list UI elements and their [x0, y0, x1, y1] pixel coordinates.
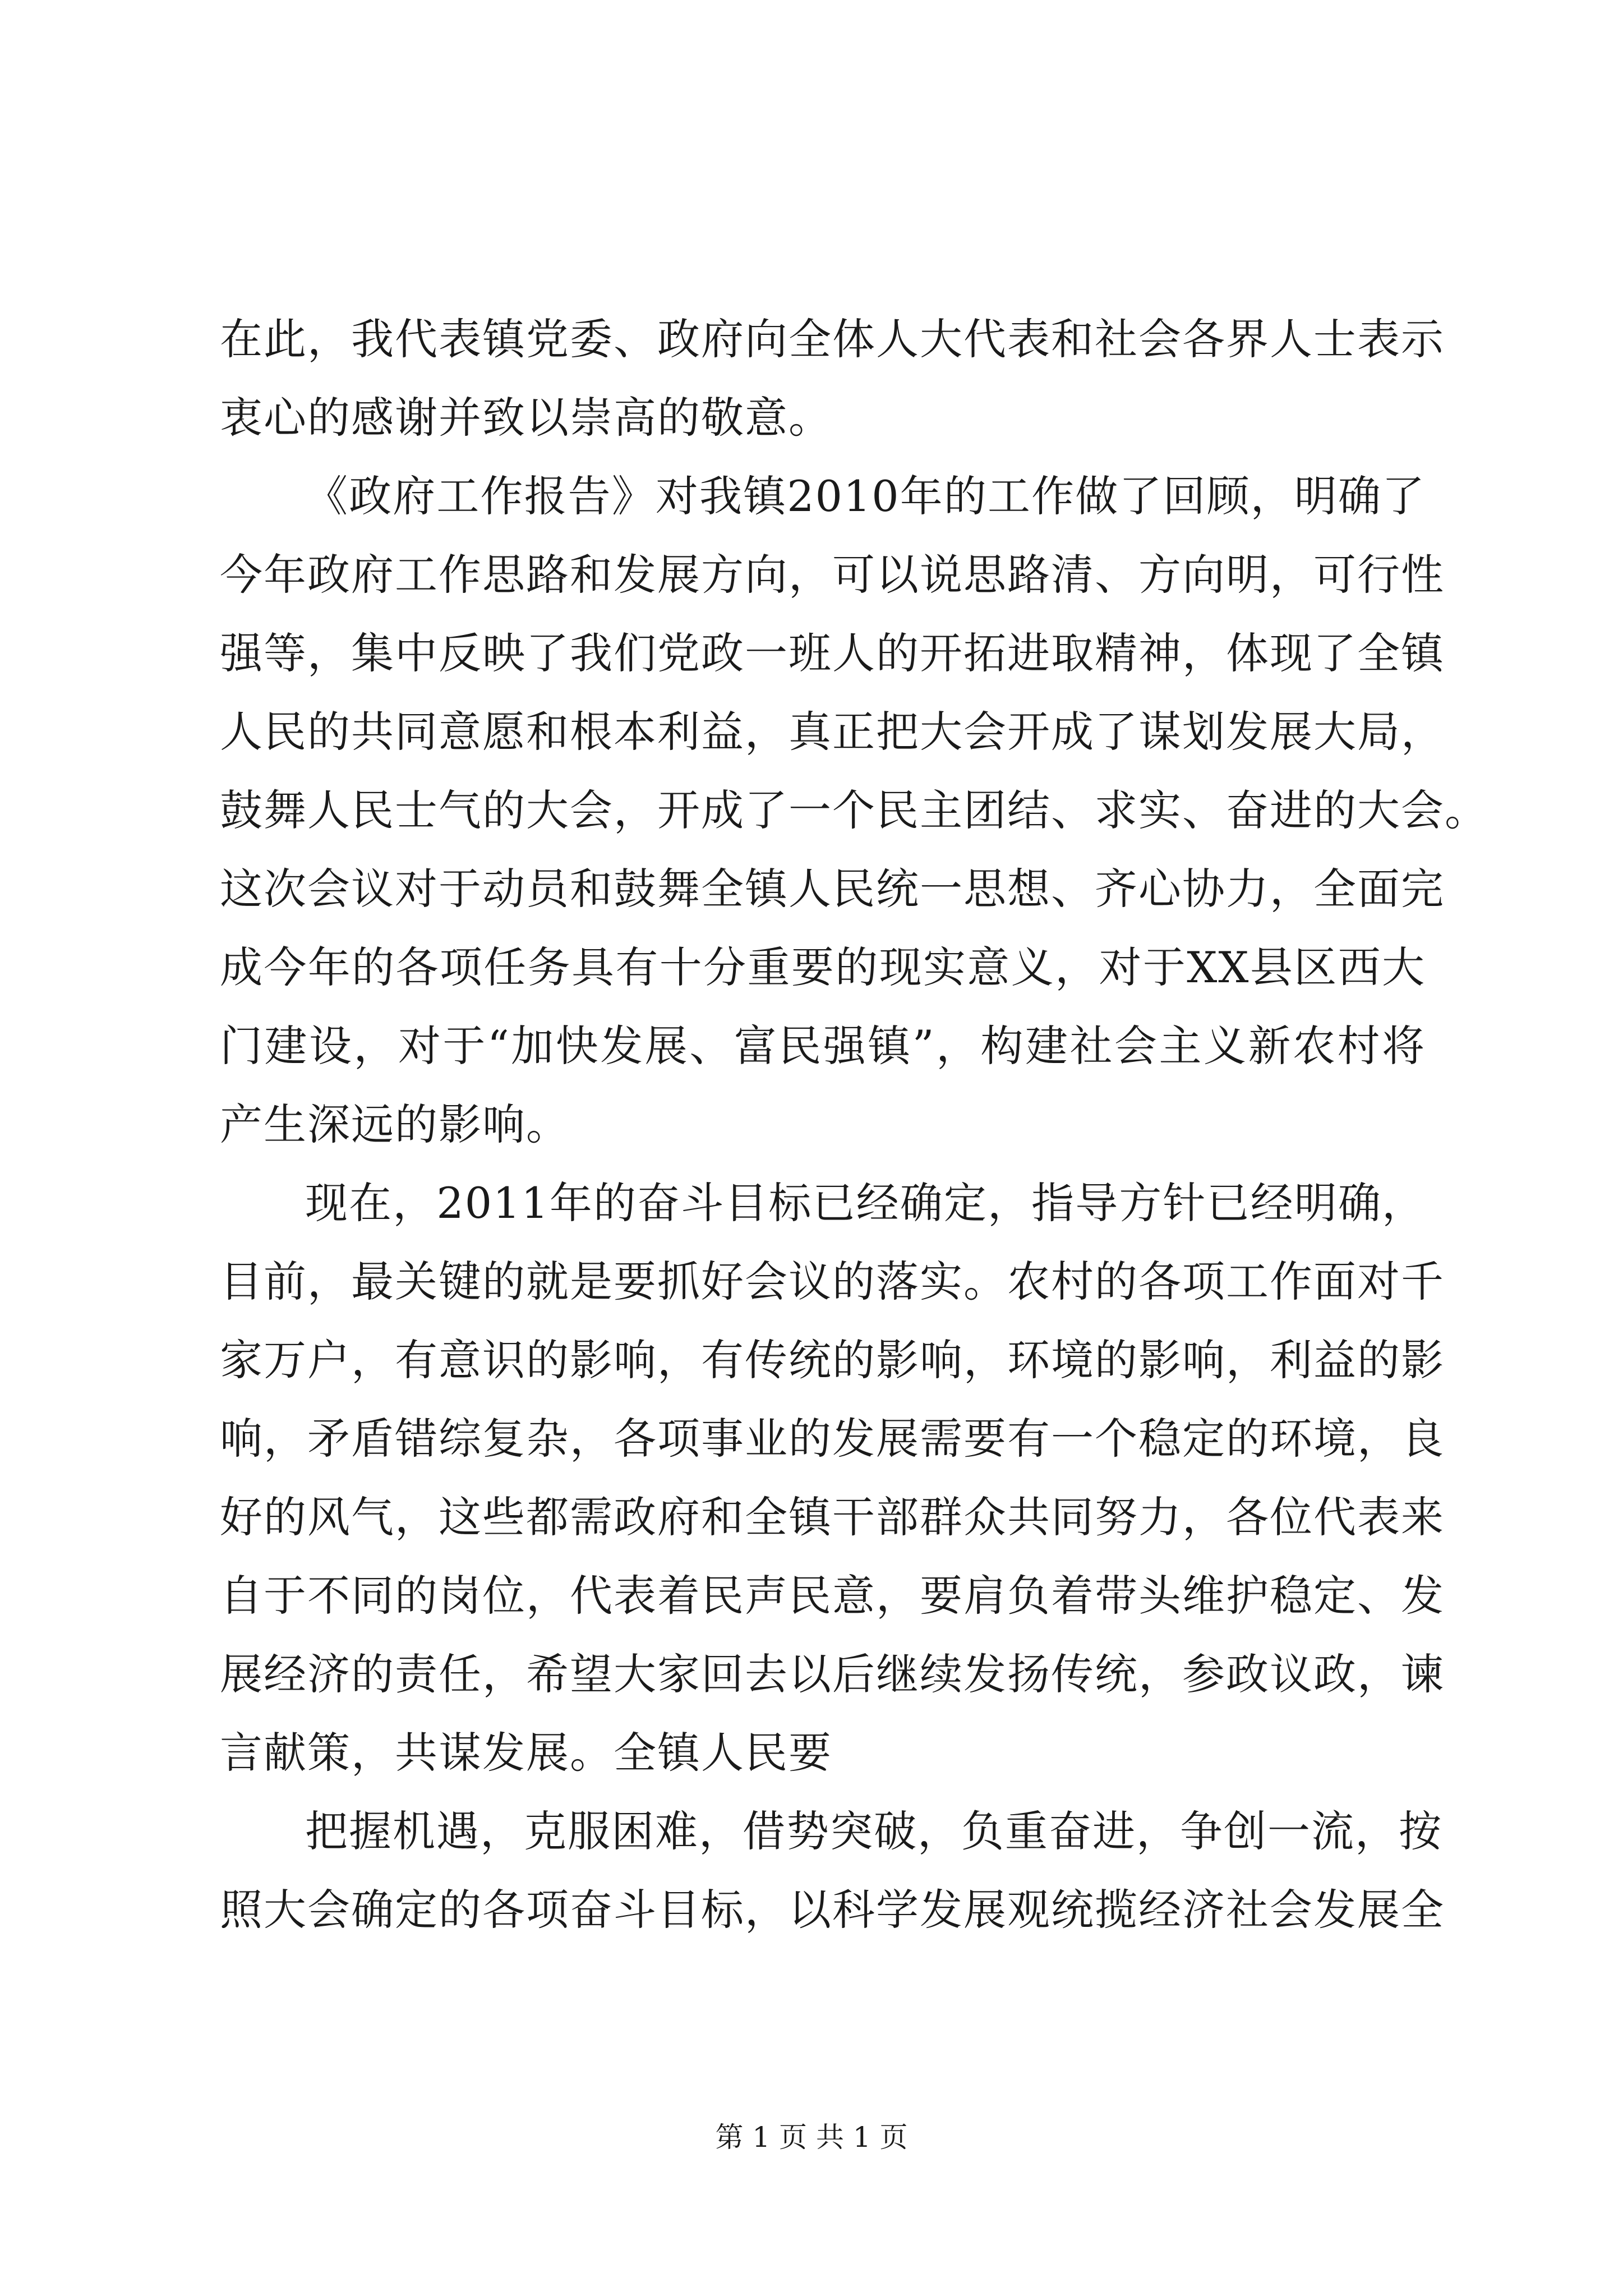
text-line: 照大会确定的各项奋斗目标，以科学发展观统揽经济社会发展全 — [220, 1885, 1445, 1935]
text-line: 鼓舞人民士气的大会，开成了一个民主团结、求实、奋进的大会。 — [220, 785, 1488, 835]
text-line: 产生深远的影响。 — [220, 1099, 570, 1149]
text-line: 言献策，共谋发展。全镇人民要 — [220, 1728, 832, 1778]
text-line: 成今年的各项任务具有十分重要的现实意义，对于XX县区西大 — [220, 942, 1426, 992]
text-line: 人民的共同意愿和根本利益，真正把大会开成了谋划发展大局， — [220, 707, 1445, 757]
text-line: 门建设，对于“加快发展、富民强镇”，构建社会主义新农村将 — [220, 1021, 1426, 1071]
paragraph-start-line: 现在，2011年的奋斗目标已经确定，指导方针已经明确， — [305, 1178, 1426, 1228]
text-line: 这次会议对于动员和鼓舞全镇人民统一思想、齐心协力，全面完 — [220, 864, 1445, 914]
text-line: 衷心的感谢并致以崇高的敬意。 — [220, 393, 832, 443]
text-line: 响，矛盾错综复杂，各项事业的发展需要有一个稳定的环境，良 — [220, 1414, 1445, 1464]
text-line: 强等，集中反映了我们党政一班人的开拓进取精神，体现了全镇 — [220, 628, 1445, 678]
paragraph-start-line: 把握机遇，克服困难，借势突破，负重奋进，争创一流，按 — [305, 1806, 1442, 1856]
text-line: 今年政府工作思路和发展方向，可以说思路清、方向明，可行性 — [220, 550, 1445, 600]
text-line: 在此，我代表镇党委、政府向全体人大代表和社会各界人士表示 — [220, 314, 1445, 364]
text-line: 自于不同的岗位，代表着民声民意，要肩负着带头维护稳定、发 — [220, 1571, 1445, 1621]
text-line: 家万户，有意识的影响，有传统的影响，环境的影响，利益的影 — [220, 1335, 1445, 1385]
document-body — [220, 300, 1488, 1949]
text-line: 目前，最关键的就是要抓好会议的落实。农村的各项工作面对千 — [220, 1257, 1445, 1306]
page-footer: 第 1 页 共 1 页 — [715, 2121, 908, 2154]
text-line: 好的风气，这些都需政府和全镇干部群众共同努力，各位代表来 — [220, 1492, 1445, 1542]
paragraph-start-line: 《政府工作报告》对我镇2010年的工作做了回顾，明确了 — [305, 471, 1426, 521]
text-line: 展经济的责任，希望大家回去以后继续发扬传统，参政议政，谏 — [220, 1649, 1445, 1699]
